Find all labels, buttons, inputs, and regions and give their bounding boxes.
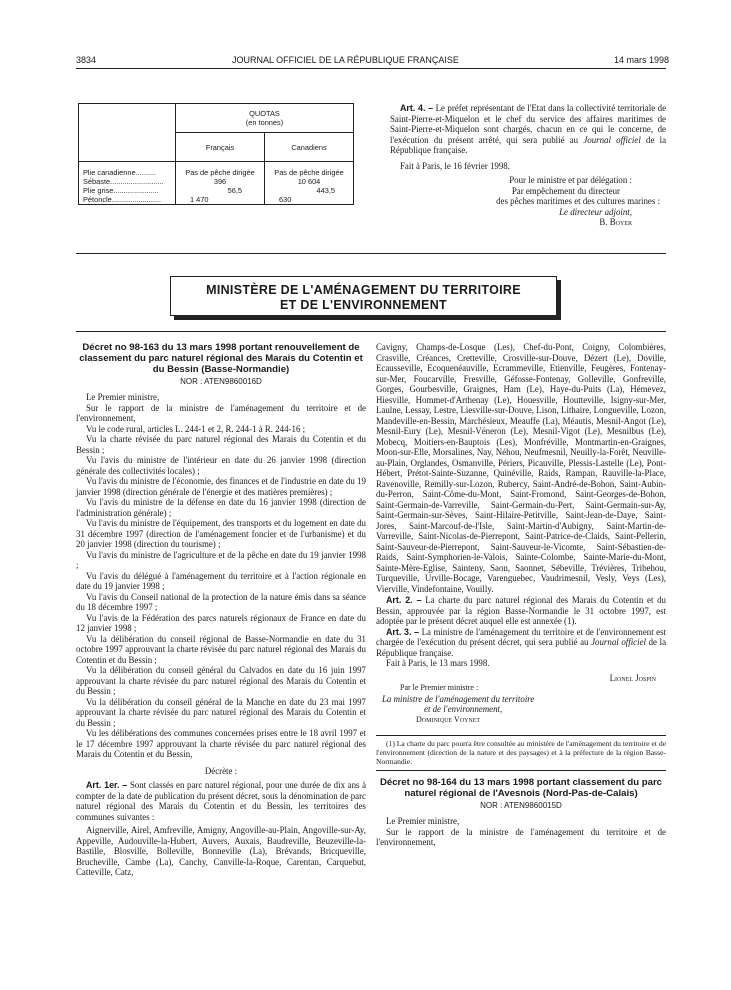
ministry-line-1: MINISTÈRE DE L'AMÉNAGEMENT DU TERRITOIRE [206, 283, 521, 297]
footnote-rule [376, 735, 666, 736]
paragraph: Vu la délibération du conseil général de la Manche en date du 23 mai 1997 approuvant la charte révisée du parc naturel régional des Marais du Cotentin et du Bessin ; [76, 696, 366, 728]
article-1-text: Sont classés en parc naturel régional, pour une durée de dix ans à compter de la date de publication du présent décret, sous la dénomination de parc naturel régional des Marais du Cotentin et du Bessin, les territoires des communes suivantes : [76, 780, 367, 822]
paragraph: Vu l'avis du ministre de l'agriculture et de la pêche en date du 19 janvier 1998 ; [76, 549, 366, 570]
species-cell: Plie canadienne.......... [79, 162, 176, 178]
paragraph: Vu l'avis du ministre de l'intérieur en date du 26 janvier 1998 (direction générale des collectivités locales) ; [76, 455, 366, 476]
signatory-name: Dominique Voynet [416, 714, 481, 724]
paragraph: Vu le code rural, articles L. 244-1 et 2, R. 244-1 à R. 244-16 ; [86, 423, 306, 434]
quota-table-wrap [78, 103, 354, 205]
article-1-label: Art. 1er. – [86, 780, 128, 790]
paragraph: Le Premier ministre, [386, 816, 460, 826]
article-3-text-end: de la République française. [376, 637, 667, 658]
decree-98-163-continued [376, 342, 666, 848]
paragraph: Vu les délibérations des communes concernées prises entre le 18 avril 1997 et le 17 décembre 1997 approuvant la charte révisée du parc naturel régional des Marais du Cotentin et du Bessin, [76, 728, 366, 759]
ministry-line-2: ET DE L'ENVIRONNEMENT [280, 298, 447, 312]
species-cell: Pétoncle........................ [79, 195, 176, 205]
article-3-text: La ministre de l'aménagement du territoire et de l'environnement est chargée de l'exécution du présent décret, qui sera publié au [376, 626, 667, 647]
article-3-label: Art. 3. – [386, 626, 420, 637]
col-header-canadiens: Canadiens [265, 133, 354, 162]
article-4-done: Fait à Paris, le 16 février 1998. [400, 160, 510, 171]
quota-ca: 10 604 [265, 177, 354, 186]
signature-line: La ministre de l'aménagement du territoire [382, 693, 535, 704]
quota-fr: 396 [176, 177, 265, 186]
signatory-name: Lionel Jospin [609, 672, 656, 683]
signature-line: et de l'environnement, [424, 704, 503, 714]
quota-subheader: (en tonnes) [245, 118, 284, 127]
paragraph: Le Premier ministre, [86, 392, 160, 402]
communes-list-part-2: Cavigny, Champs-de-Losque (Les), Chef-du-Pont, Coigny, Colombières, Crasville, Créances, Cretteville, Crosville-sur-Douve, Dézert (Le), Doville, Ecausseville, Ecoquenéauville, Ecrammeville, Etienville, Feugères, Fontenay-sur-Mer, Foucarville, Fresville, Géfosse-Fontenay, Golleville, Gonfreville, Gorges, Gourbesville, Graignes, Ham (Le), Haye-du-Puits (La), Hémevez, Hiesville, Hommet-d'Arthenay (Le), Houesville, Houtteville, Isigny-sur-Mer, Laulne, Lessay, Lestre, Liesville-sur-Douve, Lison, Lithaire, Longueville, Lozon, Mandeville-en-Bessin, Marchésieux, Meauffe (La), Méautis, Mesnil-Angot (Le), Mesnil-Eury (Le), Mesnil-Véneron (Le), Mesnil-Vigot (Le), Mesnilbus (Le), Mobecq, Moitiers-en-Bauptois (Les), Monfréville, Montmartin-en-Graignes, Moon-sur-Elle, Morsalines, Nay, Néhou, Neufmesnil, Neuilly-la-Forêt, Neuville-au-Plain, Orglandes, Osmanville, Périers, Picauville, Plessis-Lastelle (Le), Pont-Hébert, Prétot-Sainte-Suzanne, Quinéville, Raids, Rampan, Rauville-la-Place, Ravenoville, Remilly-sur-Lozon, Rubercy, Saint-André-de-Bohon, Saint-Aubin-du-Perron, Saint-Côme-du-Mont, Saint-Fromond, Saint-Georges-de-Bohon, Saint-Germain-de-Varreville, Saint-Germain-du-Pert, Saint-Germain-sur-Ay, Saint-Germain-sur-Sèves, Saint-Hilaire-Petitville, Saint-Jean-de-Daye, Saint-Jores, Saint-Marcouf-de-l'Isle, Saint-Martin-d'Aubigny, Saint-Martin-de-Varreville, Saint-Nicolas-de-Pierrepont, Saint-Patrice-de-Claids, Saint-Pellerin, Saint-Sauveur-de-Pierrepont, Saint-Sauveur-le-Vicomte, Saint-Sébastien-de-Raids, Saint-Symphorien-le-Valois, Sainte-Colombe, Sainte-Marie-du-Mont, Sainte-Mère-Eglise, Sainteny, Saon, Saonnet, Sébeville, Trévières, Tribehou, Turqueville, Urville-Bocage, Varenguebec, Vaudrimesnil, Vesly, Veys (Les), Vierville, Vindefontaine, Vouilly. [376, 342, 666, 594]
journal-officiel-ref: Journal officiel [591, 637, 646, 647]
signature-line: Par empêchement du directeur [511, 185, 620, 196]
signature-line: Le directeur adjoint, [559, 206, 632, 217]
species-cell: Sébaste.......................... [79, 177, 176, 186]
paragraph: Vu la charte révisée du parc naturel régional des Marais du Cotentin et du Bessin ; [76, 434, 366, 455]
article-4 [390, 103, 666, 228]
header-rule [76, 68, 666, 69]
decree-1-title: Décret no 98-163 du 13 mars 1998 portant renouvellement de classement du parc naturel régional des Marais du Cotentin et du Bessin (Basse-Normandie) [79, 342, 363, 375]
paragraph: Vu la délibération du conseil général du Calvados en date du 16 juin 1997 approuvant la charte révisée du parc naturel régional des Marais du Cotentin et du Bessin ; [76, 665, 366, 696]
decree-2-title: Décret no 98-164 du 13 mars 1998 portant classement du parc naturel régional de l'Avesnois (Nord-Pas-de-Calais) [379, 777, 663, 799]
quota-header: QUOTAS [249, 109, 280, 118]
quota-fr: 56,5 [176, 186, 265, 195]
decree-1-done: Fait à Paris, le 13 mars 1998. [386, 658, 490, 668]
signature-line: Pour le ministre et par délégation : [509, 175, 632, 185]
article-4-label: Art. 4. – [400, 103, 434, 113]
article-4-text-end: de la République française. [390, 134, 667, 155]
paragraph: Vu l'avis du ministre de l'équipement, des transports et du logement en date du 31 décembre 1997 (direction de l'aménagement foncier et de l'urbanisme) et du 20 janvier 1998 (direction du tourisme) ; [76, 518, 366, 549]
signatory-name: B. Boyer [599, 217, 632, 227]
paragraph: Vu l'avis du ministre de l'économie, des finances et de l'industrie en date du 19 janvier 1998 (direction générale de l'énergie et des matières premières) ; [76, 476, 366, 497]
decrete: Décrète : [204, 765, 238, 776]
paragraph: Vu l'avis du ministre de la défense en date du 16 janvier 1998 (direction de l'administration générale) ; [76, 497, 366, 518]
paragraph: Vu l'avis de la Fédération des parcs naturels régionaux de France en date du 12 janvier 1998 ; [76, 612, 366, 633]
paragraph: Vu l'avis du délégué à l'aménagement du territoire et à l'action régionale en date du 19 janvier 1998 ; [76, 570, 366, 591]
page-number: 3834 [76, 55, 97, 65]
quota-ca: 630 [265, 195, 354, 205]
paragraph: Vu l'avis du Conseil national de la protection de la nature émis dans sa séance du 18 décembre 1997 ; [76, 591, 366, 612]
article-4-text: Le préfet représentant de l'Etat dans la collectivité territoriale de Saint-Pierre-et-Miquelon et le chef du service des affaires maritimes de Saint-Pierre-et-Miquelon sont chargés, chacun en ce qui le concerne, de l'exécution du présent arrêté, qui sera publié au [390, 103, 667, 145]
quota-fr: 1 470 [176, 195, 265, 205]
issue-date: 14 mars 1998 [614, 55, 670, 65]
journal-title: JOURNAL OFFICIEL DE LA RÉPUBLIQUE FRANÇAISE [232, 55, 459, 65]
journal-officiel-ref: Journal officiel [583, 134, 641, 145]
decree-1-nor: NOR : ATEN9860016D [180, 377, 262, 386]
species-cell: Plie grise...................... [79, 186, 176, 195]
article-2-text: La charte du parc naturel régional des Marais du Cotentin et du Bessin, approuvée par la région Basse-Normandie le 31 octobre 1997, est adoptée par le présent décret auquel elle est annexée (1). [376, 595, 666, 626]
quota-fr: Pas de pêche dirigée [176, 162, 265, 178]
footnote: (1) La charte du parc pourra être consultée au ministère de l'aménagement du territoire et de l'environnement (direction de la nature et des paysages) et à la préfecture de la région Basse-Normandie. [376, 739, 666, 766]
quota-table [78, 103, 354, 205]
col-header-francais: Français [176, 133, 265, 162]
paragraph: Sur le rapport de la ministre de l'aménagement du territoire et de l'environnement, [376, 826, 666, 847]
ministry-heading [170, 276, 557, 316]
communes-list-part-1: Aignerville, Airel, Amfreville, Amigny, Angoville-au-Plain, Angoville-sur-Ay, Appeville, Audouville-la-Hubert, Auvers, Auxais, Baudreville, Beuzeville-la-Bastille, Blosville, Bolleville, Bonneville (La), Brévands, Bricqueville, Brucheville, Cambe (La), Canchy, Canville-la-Roque, Carentan, Carquebut, Catteville, Catz, [76, 825, 366, 877]
article-2-label: Art. 2. – [386, 595, 422, 605]
paragraph: Vu la délibération du conseil régional de Basse-Normandie en date du 31 octobre 1997 approuvant la charte révisée du parc naturel régional des Marais du Cotentin et du Bessin ; [76, 633, 366, 665]
section-rule [76, 253, 666, 254]
decree-2-nor: NOR : ATEN9860015D [480, 801, 562, 810]
quota-ca: Pas de pêche dirigée [265, 162, 354, 178]
decree-98-163 [76, 342, 366, 878]
section-rule [376, 770, 666, 771]
signature-line: Par le Premier ministre : [400, 683, 479, 692]
signature-line: des pêches maritimes et des cultures marines : [496, 196, 660, 206]
quota-ca: 443,5 [265, 186, 354, 195]
paragraph: Sur le rapport de la ministre de l'aménagement du territoire et de l'environnement, [76, 402, 366, 423]
section-rule [76, 331, 666, 332]
